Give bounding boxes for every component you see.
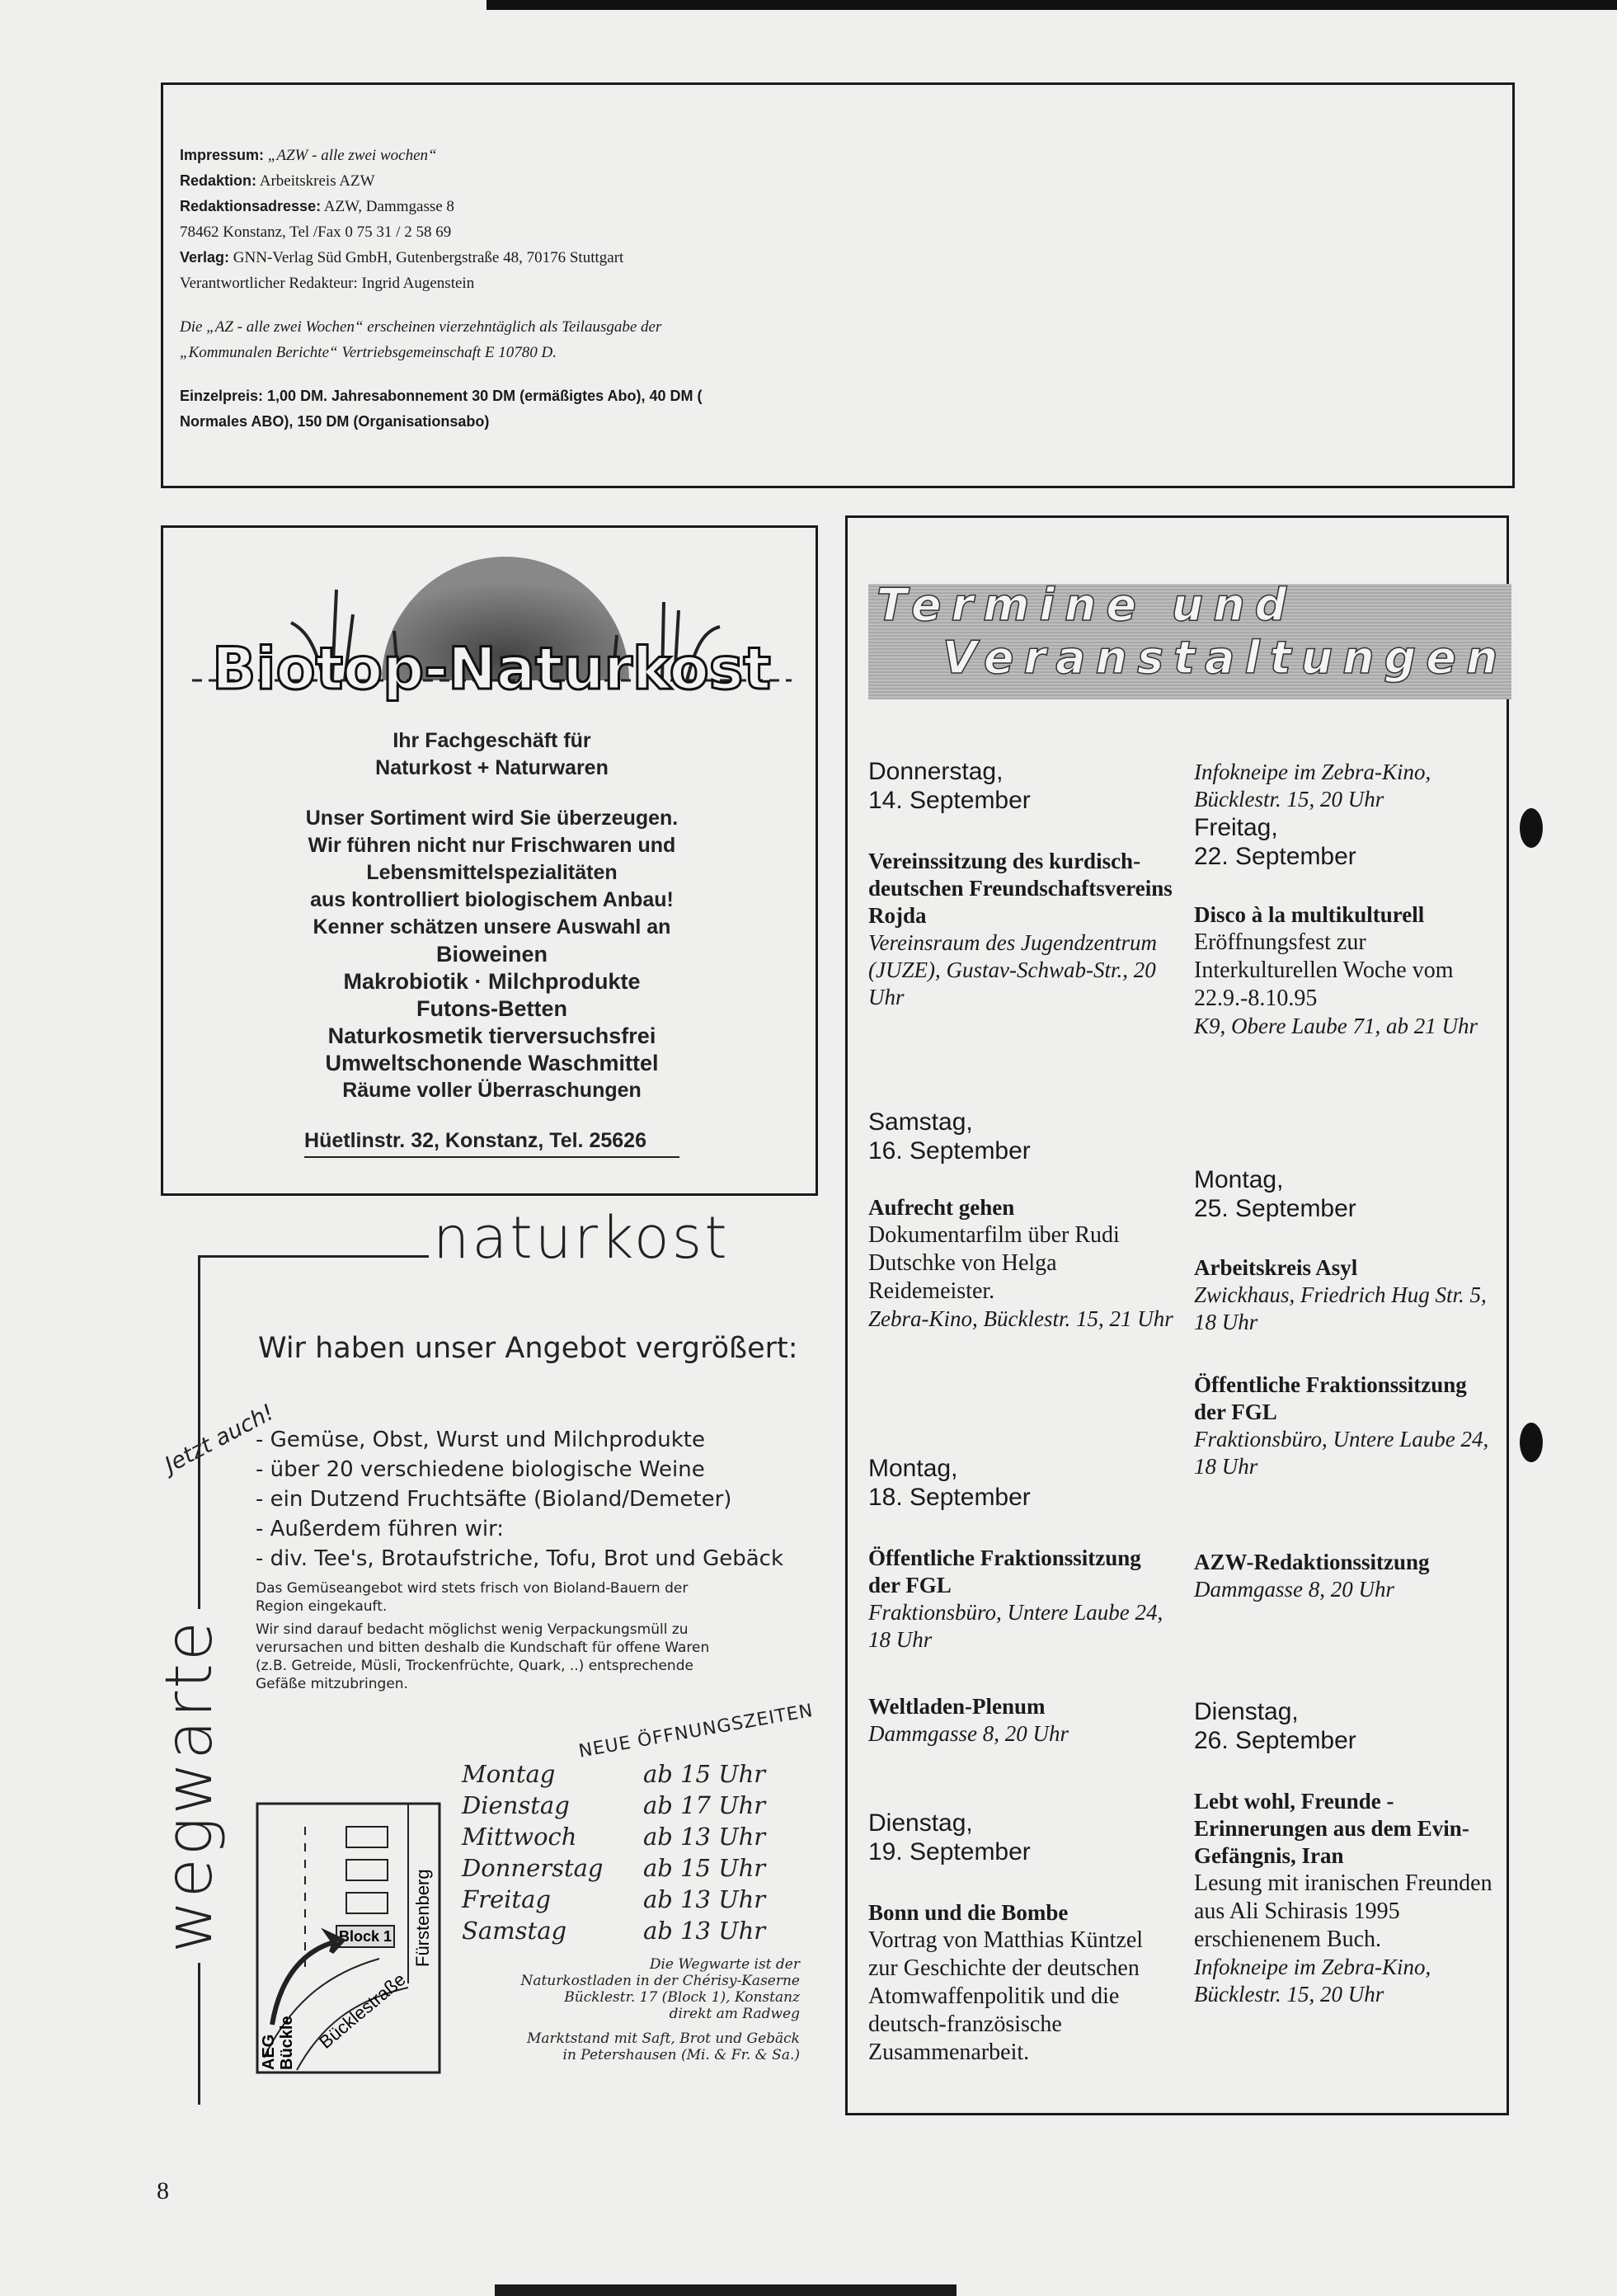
hours-row (462, 1852, 765, 1884)
punch-hole-top (1520, 808, 1543, 848)
event-title: AZW-Redaktionssitzung (1194, 1550, 1430, 1574)
shop-line: Naturkostladen in der Chérisy-Kaserne (520, 1973, 800, 1989)
event (1194, 1254, 1499, 1336)
hinweis-line-2: „Kommunalen Berichte“ Vertriebsgemeinschaft E 10780 D. (180, 344, 557, 361)
shop-line: Die Wegwarte ist der (649, 1956, 800, 1973)
product-item: - div. Tee's, Brotaufstriche, Tofu, Brot und Gebäck (256, 1546, 784, 1571)
event (868, 1899, 1173, 2067)
hours-day: Freitag (462, 1885, 551, 1913)
hours-title: NEUE ÖFFNUNGSZEITEN (577, 1700, 816, 1762)
impressum-label: Impressum: (180, 147, 265, 163)
map-aeg-label: AEG (260, 2034, 278, 2070)
date-weekday: Dienstag, (868, 1809, 973, 1837)
impressum-line (180, 143, 1496, 168)
biotop-line: Futons-Betten (416, 996, 567, 1021)
verlag-value: GNN-Verlag Süd GmbH, Gutenbergstraße 48, 70176 Stuttgart (233, 249, 624, 266)
scan-edge-bottom (495, 2284, 957, 2296)
event (1194, 1788, 1499, 2008)
biotop-address: Hüetlinstr. 32, Konstanz, Tel. 25626 (304, 1127, 679, 1158)
map-block-label: Block 1 (338, 1928, 392, 1945)
date-weekday: Montag, (1194, 1166, 1284, 1193)
date-header (868, 757, 1194, 815)
date-day: 26. September (1194, 1727, 1356, 1754)
page-number: 8 (157, 2177, 169, 2204)
hours-day: Samstag (462, 1917, 567, 1945)
jetzt-auch-label: Jetzt auch! (161, 1399, 279, 1479)
banner-line-2: Veranstaltungen (942, 632, 1508, 684)
date-weekday: Donnerstag, (868, 758, 1004, 785)
hours-time: ab 13 Uhr (643, 1917, 766, 1945)
event (1194, 1371, 1499, 1480)
event-text: Vortrag von Matthias Küntzel zur Geschichte der deutschen Atomwaffenpolitik und die deutsch-französische Zusammenarbeit. (868, 1927, 1144, 2065)
hours-row (462, 1915, 765, 1946)
biotop-line: Umweltschonende Waschmittel (325, 1051, 659, 1075)
event-location: Fraktionsbüro, Untere Laube 24, 18 Uhr (868, 1600, 1163, 1652)
hours-row (462, 1758, 765, 1790)
date-header (1194, 813, 1520, 871)
hours-time: ab 13 Uhr (643, 1823, 766, 1851)
event-title: Arbeitskreis Asyl (1194, 1255, 1358, 1280)
date-day: 19. September (868, 1838, 1031, 1866)
impressum-value: „AZW - alle zwei wochen“ (267, 147, 437, 164)
event-title: Öffentliche Fraktionssitzung der FGL (1194, 1372, 1467, 1424)
impressum-box (161, 82, 1515, 488)
hours-time: ab 15 Uhr (643, 1854, 766, 1882)
shop-description (462, 1956, 800, 2022)
preis-line-1: Einzelpreis: 1,00 DM. Jahresabonnement 30 DM (ermäßigtes Abo), 40 DM ( (180, 388, 703, 404)
adresse-line (180, 194, 1496, 219)
hours-row (462, 1790, 765, 1821)
event (1194, 901, 1499, 1040)
verantwortlich-line: Verantwortlicher Redakteur: Ingrid Augenstein (180, 275, 475, 292)
termine-banner (868, 579, 1511, 699)
date-day: 25. September (1194, 1195, 1356, 1222)
scan-edge-top (487, 0, 1617, 10)
verlag-line (180, 245, 1496, 271)
date-day: 22. September (1194, 843, 1356, 870)
event-location: K9, Obere Laube 71, ab 21 Uhr (1194, 1014, 1478, 1038)
hours-day: Montag (462, 1760, 556, 1788)
date-header (868, 1809, 1194, 1866)
product-list (256, 1425, 783, 1574)
market-line: in Petershausen (Mi. & Fr. & Sa.) (562, 2047, 800, 2063)
redaktion-label: Redaktion: (180, 172, 257, 189)
shop-line: direkt am Radweg (669, 2006, 800, 2022)
event-text: Eröffnungsfest zur Interkulturellen Woche vom 22.9.-8.10.95 (1194, 929, 1454, 1011)
date-day: 14. September (868, 787, 1031, 814)
event-location: Infokneipe im Zebra-Kino, Bücklestr. 15, 20 Uhr (1194, 1955, 1431, 2007)
map-building (346, 1893, 388, 1913)
event-text: Lesung mit iranischen Freunden aus Ali Schirasis 1995 erschienenem Buch. (1194, 1870, 1492, 1952)
biotop-text (163, 727, 820, 1158)
adresse-value: AZW, Dammgasse 8 (323, 198, 454, 215)
product-item: - Gemüse, Obst, Wurst und Milchprodukte (256, 1428, 705, 1452)
event (868, 1693, 1173, 1748)
location-map (256, 1802, 441, 2074)
biotop-logo-text: Biotop-Naturkost (212, 635, 771, 703)
event-location: Zwickhaus, Friedrich Hug Str. 5, 18 Uhr (1194, 1282, 1487, 1334)
biotop-line: Bioweinen (435, 942, 548, 967)
biotop-line: Naturkost + Naturwaren (375, 756, 609, 779)
event-title: Öffentliche Fraktionssitzung der FGL (868, 1546, 1141, 1597)
preis-line-2: Normales ABO), 150 DM (Organisationsabo) (180, 413, 490, 430)
event-title: Lebt wohl, Freunde - Erinnerungen aus dem Evin-Gefängnis, Iran (1194, 1789, 1469, 1868)
event (868, 848, 1173, 1011)
biotop-line: Räume voller Überraschungen (342, 1079, 642, 1102)
frame-line-top (198, 1255, 429, 1258)
biotop-line: Lebensmittelspezialitäten (366, 861, 618, 884)
biotop-line: Unser Sortiment wird Sie überzeugen. (305, 807, 679, 830)
biotop-line: Wir führen nicht nur Frischwaren und (308, 834, 676, 857)
map-fuerstenberg-label: Fürstenberg (412, 1869, 433, 1967)
opening-hours (462, 1758, 765, 1946)
market-line: Marktstand mit Saft, Brot und Gebäck (527, 2030, 800, 2047)
naturkost-title: naturkost (433, 1204, 730, 1272)
event (868, 1194, 1173, 1333)
ort-line: 78462 Konstanz, Tel /Fax 0 75 31 / 2 58 69 (180, 223, 452, 241)
biotop-ad (161, 525, 818, 1196)
wegwarte-brand: wegwarte (153, 1609, 227, 1963)
event-continued (1194, 759, 1499, 813)
hours-day: Mittwoch (462, 1823, 577, 1851)
map-building (346, 1827, 388, 1847)
event-title: Bonn und die Bombe (868, 1900, 1069, 1925)
date-weekday: Dienstag, (1194, 1698, 1299, 1725)
biotop-line: Makrobiotik · Milchprodukte (343, 969, 641, 994)
termine-box (845, 515, 1509, 2115)
event-location: Zebra-Kino, Bücklestr. 15, 21 Uhr (868, 1306, 1173, 1331)
date-header (1194, 1165, 1520, 1223)
event-title: Disco à la multikulturell (1194, 902, 1425, 927)
hours-row (462, 1884, 765, 1915)
note-2: Wir sind darauf bedacht möglichst wenig Verpackungsmüll zu verursachen und bitten deshalb die Kundschaft für offene Waren (z.B. Getreide, Müsli, Trockenfrüchte, Quark, ..) entsprechende Gefäße mitzubringen. (256, 1621, 710, 1692)
map-street-label: Bücklestraße (315, 1969, 410, 2053)
banner-line-1: Termine und (877, 579, 1297, 631)
market-description (462, 2030, 800, 2063)
note-1: Das Gemüseangebot wird stets frisch von Bioland-Bauern der Region eingekauft. (256, 1580, 689, 1615)
date-weekday: Montag, (868, 1455, 958, 1482)
naturkost-notes (256, 1579, 717, 1698)
date-weekday: Samstag, (868, 1108, 973, 1136)
biotop-line: Kenner schätzen unsere Auswahl an (313, 915, 671, 939)
map-bueckle-label: Bückle (278, 2016, 296, 2070)
event-title: Vereinssitzung des kurdisch-deutschen Freundschaftsvereins Rojda (868, 849, 1173, 928)
date-day: 18. September (868, 1484, 1031, 1511)
hinweis-line-1: Die „AZ - alle zwei Wochen“ erscheinen vierzehntäglich als Teilausgabe der (180, 318, 662, 336)
date-day: 16. September (868, 1137, 1031, 1164)
event-location: Dammgasse 8, 20 Uhr (868, 1721, 1069, 1746)
shop-line: Bücklestr. 17 (Block 1), Konstanz (564, 1989, 800, 2006)
event-title: Weltladen-Plenum (868, 1694, 1046, 1719)
date-header (868, 1108, 1194, 1165)
hours-row (462, 1821, 765, 1852)
verlag-label: Verlag: (180, 249, 230, 266)
hours-day: Donnerstag (462, 1854, 604, 1882)
map-building (346, 1860, 388, 1880)
biotop-line: Ihr Fachgeschäft für (392, 729, 591, 752)
biotop-line: aus kontrolliert biologischem Anbau! (310, 888, 674, 911)
naturkost-headline: Wir haben unser Angebot vergrößert: (258, 1332, 798, 1365)
event-location: Vereinsraum des Jugendzentrum (JUZE), Gustav-Schwab-Str., 20 Uhr (868, 930, 1157, 1009)
product-item: - ein Dutzend Fruchtsäfte (Bioland/Demeter) (256, 1487, 732, 1512)
product-item: - Außerdem führen wir: (256, 1517, 505, 1541)
event-location: Infokneipe im Zebra-Kino, Bücklestr. 15, 20 Uhr (1194, 760, 1431, 812)
wegwarte-ad (153, 1204, 820, 2095)
product-item: - über 20 verschiedene biologische Weine (256, 1457, 705, 1482)
punch-hole-bottom (1520, 1423, 1543, 1462)
adresse-label: Redaktionsadresse: (180, 198, 322, 214)
event-title: Aufrecht gehen (868, 1195, 1015, 1220)
hours-time: ab 15 Uhr (643, 1760, 766, 1788)
event-location: Fraktionsbüro, Untere Laube 24, 18 Uhr (1194, 1427, 1489, 1479)
event (868, 1545, 1173, 1654)
event-location: Dammgasse 8, 20 Uhr (1194, 1577, 1394, 1602)
hours-day: Dienstag (462, 1791, 570, 1819)
event (1194, 1549, 1499, 1603)
biotop-logo (192, 557, 792, 722)
hours-time: ab 13 Uhr (643, 1885, 766, 1913)
date-header (1194, 1697, 1520, 1755)
redaktion-value: Arbeitskreis AZW (259, 172, 375, 190)
date-weekday: Freitag, (1194, 814, 1278, 841)
biotop-line: Naturkosmetik tierversuchsfrei (327, 1023, 656, 1048)
event-text: Dokumentarfilm über Rudi Dutschke von Helga Reidemeister. (868, 1222, 1120, 1304)
date-header (868, 1454, 1194, 1512)
redaktion-line (180, 168, 1496, 194)
hours-time: ab 17 Uhr (643, 1791, 766, 1819)
